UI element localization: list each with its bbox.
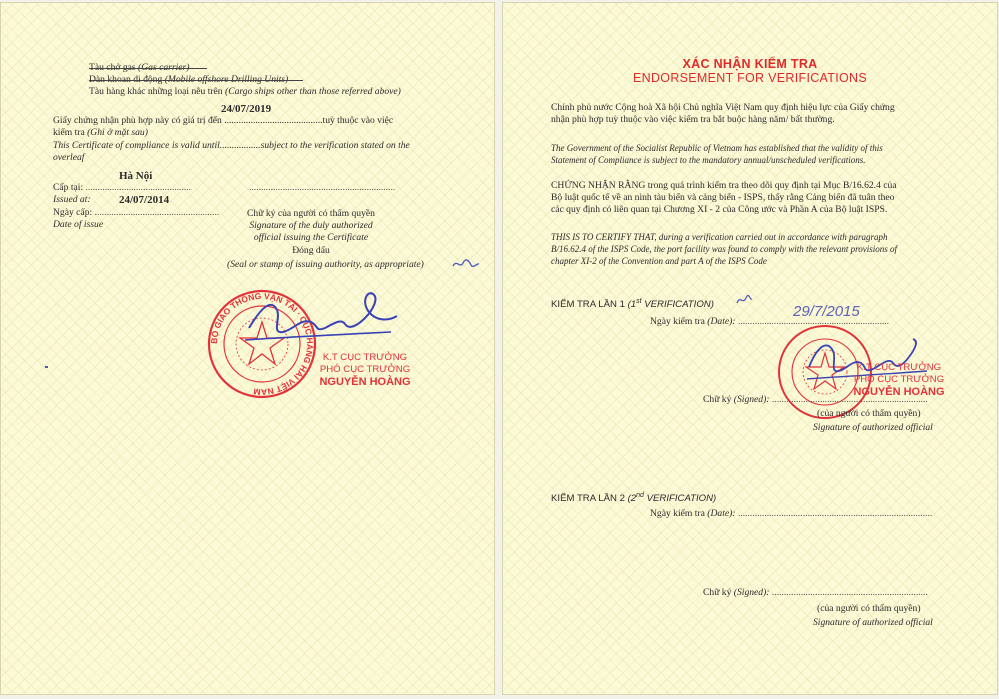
v1-stamp-title-2: PHÓ CỤC TRƯỞNG <box>853 374 945 385</box>
v1-sig-label: Chữ ký <box>703 394 732 405</box>
para1-line2: nhận phù hợp tuỳ thuộc vào việc kiểm tra bắt buộc hàng năm/ bất thường. <box>551 114 835 125</box>
endorsement-title-en: ENDORSEMENT FOR VERIFICATIONS <box>633 71 867 85</box>
validity-text-1: Giấy chứng nhận phù hợp này có giá trị đến .........................................tuỳ thuộc vào việc <box>53 115 394 126</box>
verification-1-en: (1st VERIFICATION) <box>627 298 714 311</box>
validity-check-label: kiểm tra <box>53 127 85 138</box>
v1-date-label: Ngày kiểm tra <box>650 316 705 327</box>
para2-line2: Statement of Compliance is subject to the mandatory annual/unscheduled verifications. <box>551 155 866 165</box>
verification-2-label: KIỂM TRA LẦN 2 <box>551 493 625 505</box>
para4-line2: B/16.62.4 of the ISPS Code, the port facility was found to comply with the relevant provisions of <box>551 244 898 254</box>
v2-date-label-en: (Date): <box>707 508 736 519</box>
para1-line1: Chính phủ nước Cộng hoà Xã hội Chủ nghĩa Việt Nam quy định hiệu lực của Giấy chứng <box>551 102 895 113</box>
verification-1-heading <box>551 296 714 311</box>
stamp-title-1: K.T CỤC TRƯỞNG <box>322 352 408 363</box>
v2-sig-label: Chữ ký <box>703 587 732 598</box>
seal-label-vn: Đóng dấu <box>292 245 330 256</box>
drilling-unit-en: (Mobile offshore Drilling Units) <box>164 74 289 85</box>
validity-note-overleaf: (Ghi ở mặt sau) <box>87 127 148 138</box>
issue-place-row <box>53 182 191 194</box>
gas-carrier-vn: Tàu chở gas <box>89 62 136 73</box>
svg-text:BỘ GIAO THÔNG VẬN TẢI · CỤC HÀ: BỘ GIAO THÔNG VẬN TẢI · CỤC HÀNG HẢI VIỆT NAM <box>208 290 316 398</box>
para2-line1: The Government of the Socialist Republic of Vietnam has established that the validity of this <box>551 143 883 153</box>
verification-2-en: (2nd VERIFICATION) <box>627 492 717 505</box>
v1-date-handwritten: 29/7/2015 <box>793 303 860 320</box>
issue-date-row <box>53 207 219 219</box>
ink-dot <box>45 366 48 368</box>
verification-2-heading <box>551 490 716 505</box>
v2-date-label: Ngày kiểm tra <box>650 508 705 519</box>
validity-en-1: This Certificate of compliance is valid until.................subject to the verification stated on the <box>53 140 410 151</box>
validity-en-2: overleaf <box>53 152 85 163</box>
stamp-title-2: PHÓ CỤC TRƯỞNG <box>319 364 411 375</box>
stamp-name: NGUYỄN HOÀNG <box>319 376 411 388</box>
verification-1-sig-row <box>703 394 928 406</box>
other-vessels-vn: Tàu hàng khác những loại nêu trên <box>89 86 223 97</box>
gas-carrier-en: (Gas carrier) <box>138 62 190 73</box>
validity-date: 24/07/2019 <box>221 103 272 115</box>
sig-label-en-2: official issuing the Certificate <box>253 232 369 243</box>
para3-line1: CHỨNG NHẬN RẰNG trong quá trình kiểm tra theo dõi quy định tại Mục B/16.62.4 của <box>551 180 897 191</box>
seal-label-en: (Seal or stamp of issuing authority, as appropriate) <box>227 259 424 270</box>
v2-sig-label-en: (Signed): <box>733 587 770 598</box>
para4-line1: THIS IS TO CERTIFY THAT, during a verification carried out in accordance with paragraph <box>551 232 888 242</box>
left-page <box>0 2 495 695</box>
verification-2-sig-row <box>703 587 928 599</box>
verification-1-label: KIỂM TRA LẦN 1 <box>551 299 625 311</box>
initial-mark-icon <box>735 293 753 307</box>
validity-text-2 <box>53 127 148 139</box>
date-of-issue-en: Date of issue <box>53 219 104 230</box>
v2-authority-vn: (của người có thẩm quyền) <box>817 603 921 614</box>
v2-date-dots: ................................................................................. <box>737 508 933 519</box>
strike-line-drilling <box>89 80 303 81</box>
issue-date-dots: .................................................... <box>94 207 220 218</box>
sig-label-en-1: Signature of the duly authorized <box>249 220 373 231</box>
sig-label-vn: Chữ ký của người có thẩm quyền <box>247 208 375 219</box>
v1-authority-vn: (của người có thẩm quyền) <box>817 408 921 419</box>
issue-place-value: Hà Nội <box>119 170 153 182</box>
verification-2-date-row <box>650 508 932 520</box>
initial-scribble-icon <box>451 257 481 271</box>
v2-sig-dots: ................................................................. <box>771 587 928 598</box>
issued-at-en: Issued at: <box>53 194 91 205</box>
v1-sig-label-en: (Signed): <box>733 394 770 405</box>
para3-line3: các quy định có liên quan tại Chương XI - 2 của Công ước và Phần A của Bộ luật ISPS. <box>551 204 888 215</box>
signature-icon <box>241 288 401 358</box>
endorsement-title-vn: XÁC NHẬN KIỂM TRA <box>682 57 818 71</box>
v2-authority-en: Signature of authorized official <box>813 617 933 628</box>
issue-place-label: Cấp tại: <box>53 182 84 193</box>
v1-date-dots: ............................................................... <box>737 316 890 327</box>
v1-stamp-title-1: K.T CỤC TRƯỞNG <box>856 362 942 373</box>
v1-stamp-name: NGUYỄN HOÀNG <box>853 386 945 398</box>
right-page <box>502 2 998 695</box>
para3-line2: Bộ luật quốc tế về an ninh tàu biển và cảng biển - ISPS, thấy rằng Cảng biển đã tuân theo <box>551 192 895 203</box>
other-vessels-en: (Cargo ships other than those referred above) <box>225 86 401 97</box>
issue-place-dots-2: ............................................................. <box>249 182 396 193</box>
v1-authority-en: Signature of authorized official <box>813 422 933 433</box>
drilling-unit-vn: Dàn khoan di động <box>89 74 163 85</box>
para4-line3: chapter XI-2 of the Convention and part A of the ISPS Code <box>551 256 767 266</box>
issue-date-label: Ngày cấp: <box>53 207 93 218</box>
v1-date-label-en: (Date): <box>707 316 736 327</box>
other-vessels-line <box>89 86 401 98</box>
issue-date-value: 24/07/2014 <box>119 194 170 206</box>
v1-sig-dots: ................................................................. <box>771 394 928 405</box>
strike-line-gas <box>89 68 207 69</box>
issue-place-dots: ............................................ <box>85 182 192 193</box>
